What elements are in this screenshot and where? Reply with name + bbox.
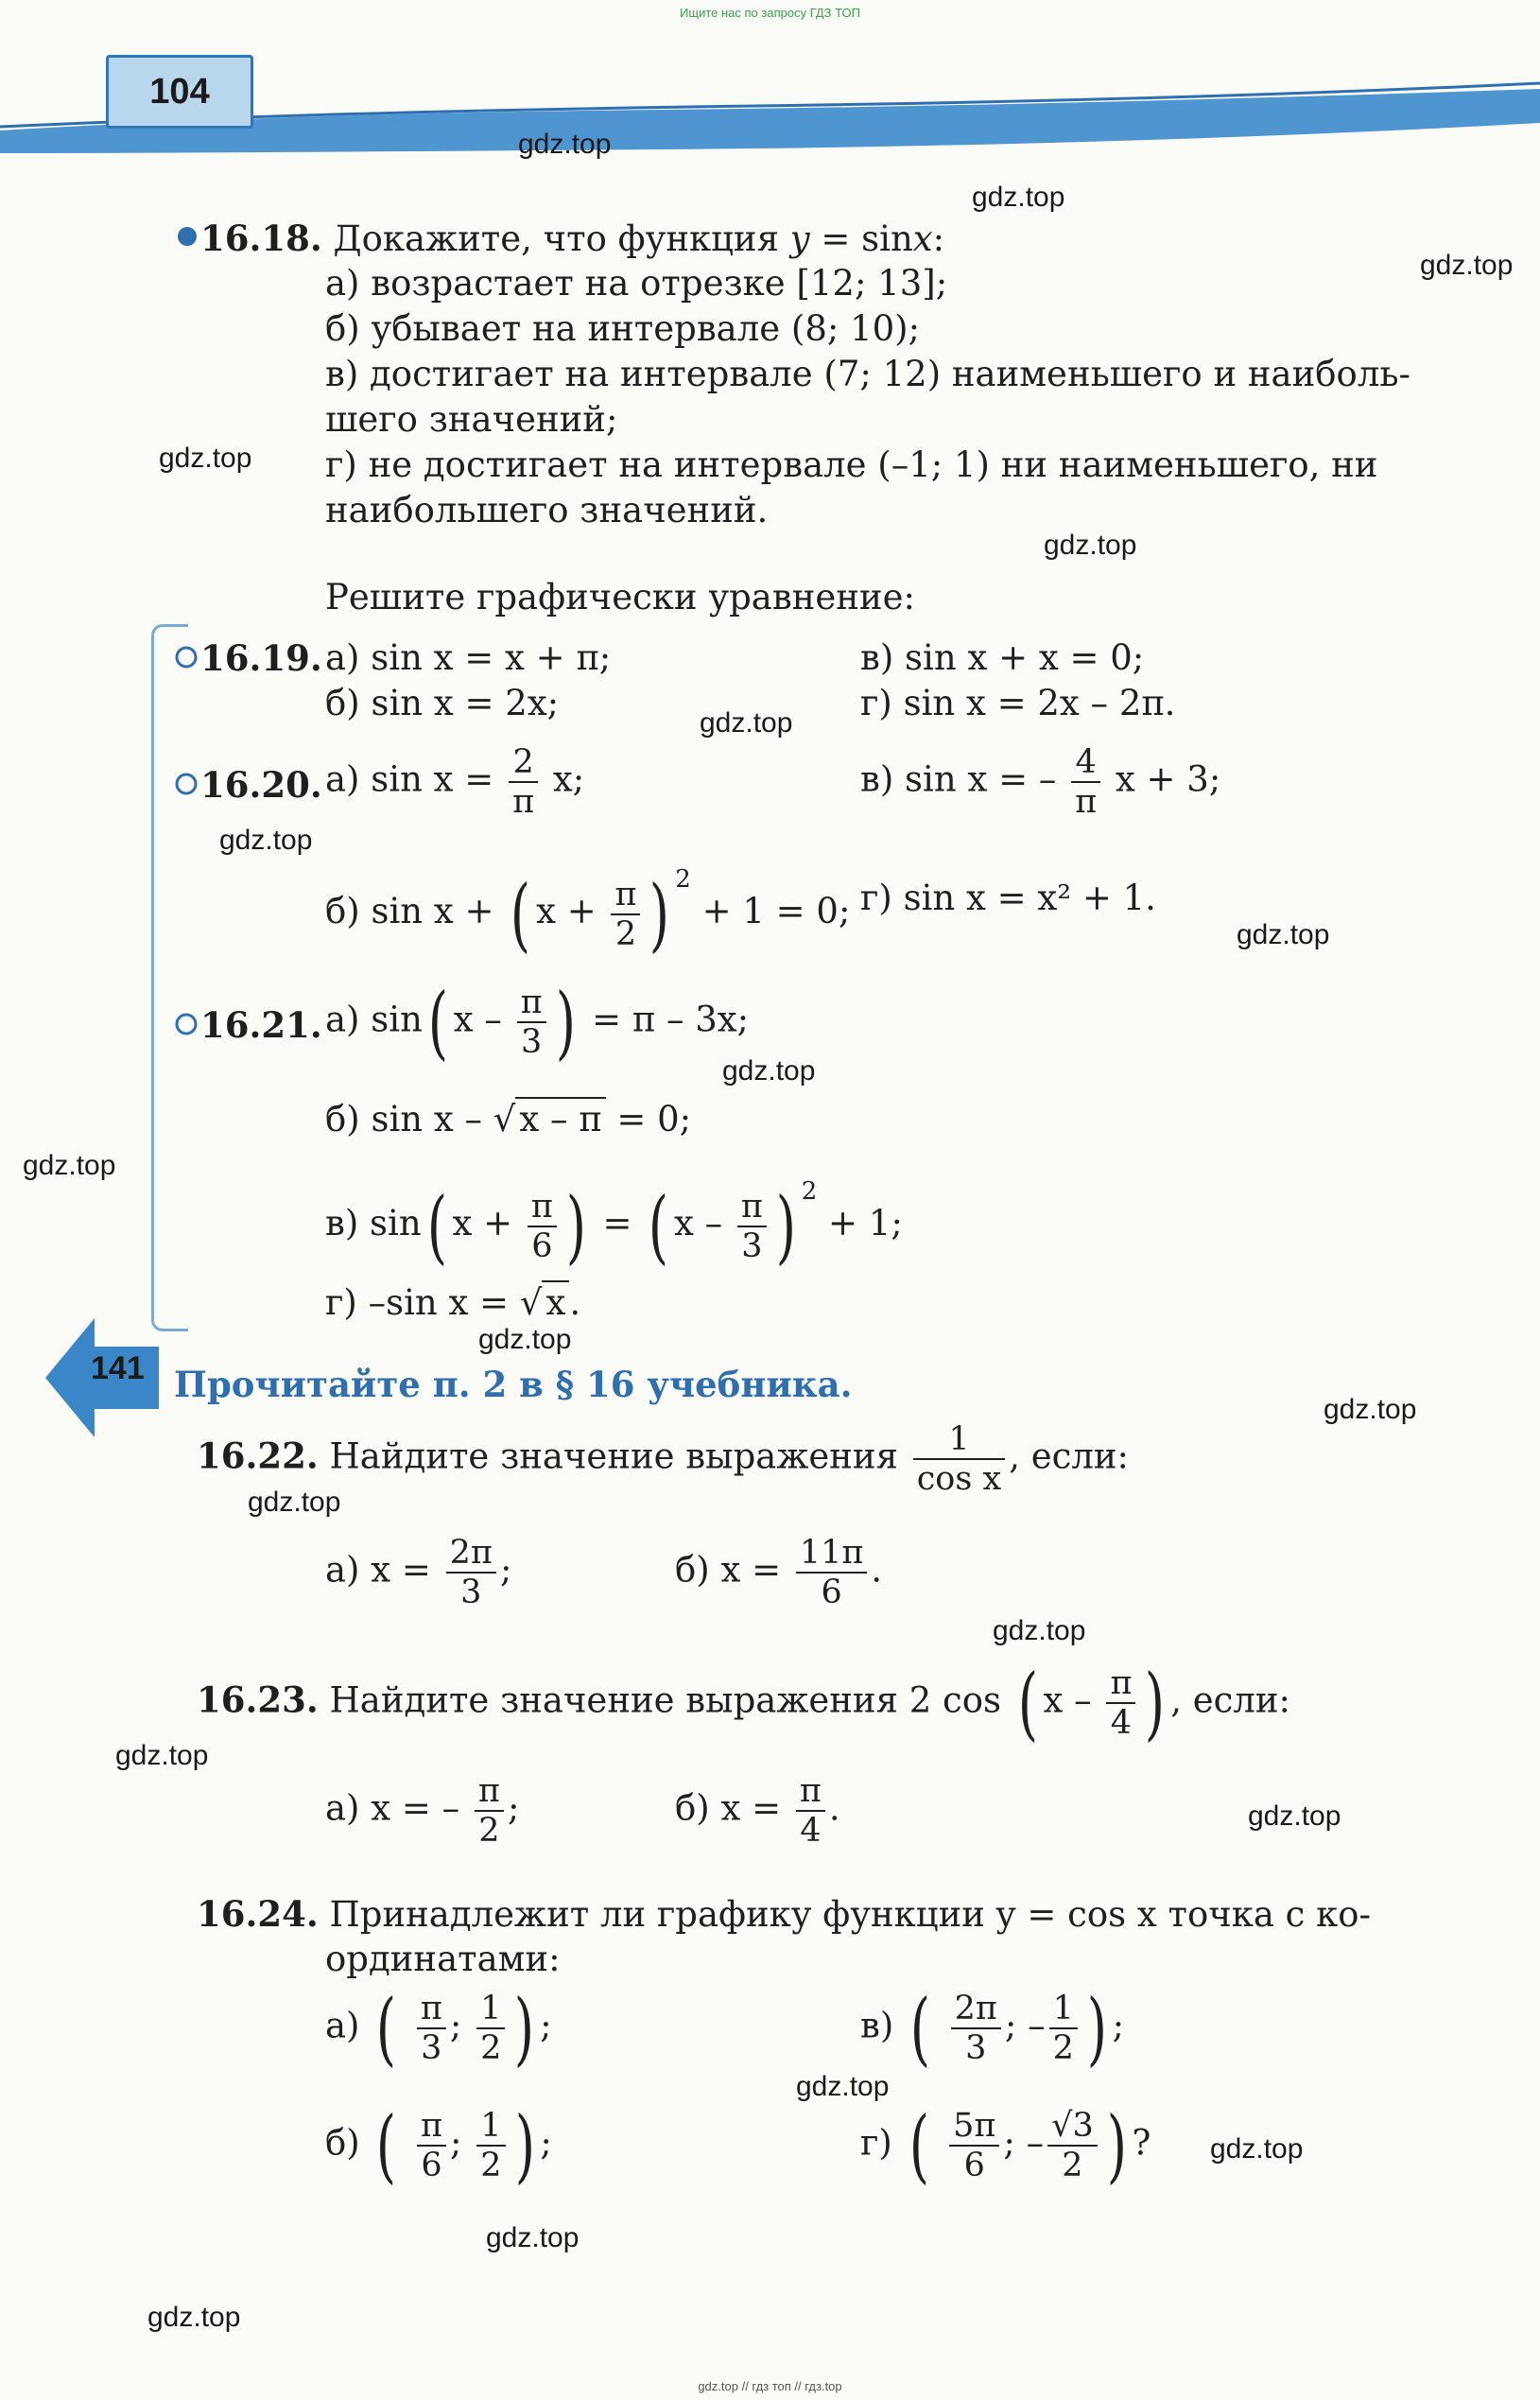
watermark: gdz.top bbox=[700, 707, 793, 739]
problem-16-21-a: а) sin( x – $\frac{\pi}{3}$ ) = π – 3x; bbox=[325, 976, 750, 1069]
problem-16-19-g: г) sin x = 2x – 2π. bbox=[860, 683, 1176, 723]
problem-16-22-b: б) x = $\frac{11\pi}{6}$ . bbox=[675, 1534, 883, 1611]
problem-16-18-title: 16.18. Докажите, что функция y = sinx: bbox=[200, 217, 945, 259]
watermark: gdz.top bbox=[1210, 2133, 1304, 2165]
problem-16-21-number: 16.21. bbox=[200, 1004, 322, 1046]
problem-16-18-g-cont: наибольшего значений. bbox=[325, 490, 769, 530]
watermark: gdz.top bbox=[1248, 1800, 1341, 1832]
problem-16-21-g: г) –sin x = √ x . bbox=[325, 1282, 581, 1323]
problem-16-19-v: в) sin x + x = 0; bbox=[860, 637, 1145, 678]
circle-bullet-open-icon bbox=[174, 1012, 199, 1036]
watermark: gdz.top bbox=[478, 1324, 572, 1355]
search-hint: Ищите нас по запросу ГДЗ ТОП bbox=[680, 6, 860, 20]
problem-16-18-b: б) убывает на интервале (8; 10); bbox=[325, 308, 921, 349]
circle-bullet-open-icon bbox=[174, 645, 199, 670]
watermark: gdz.top bbox=[23, 1150, 116, 1181]
footer-note: gdz.top // гдз топ // гдз.top bbox=[698, 2379, 842, 2393]
problem-16-20-b: б) sin x + ( x + $\frac{\pi}{2}$ ) $^2$ + 1 = 0; bbox=[325, 865, 851, 961]
watermark: gdz.top bbox=[1237, 919, 1330, 950]
problem-16-23-b: б) x = $\frac{\pi}{4}$ . bbox=[675, 1772, 840, 1850]
section-heading: Решите графически уравнение: bbox=[325, 577, 915, 617]
watermark: gdz.top bbox=[796, 2071, 890, 2102]
problem-16-21-b: б) sin x – √ x – π = 0; bbox=[325, 1099, 692, 1139]
watermark: gdz.top bbox=[115, 1740, 209, 1771]
problem-16-24-v: в) ( $\frac{2\pi}{3}$ ; – $\frac{1}{2}$ ) ; bbox=[860, 1982, 1125, 2075]
watermark: gdz.top bbox=[722, 1055, 816, 1087]
problem-16-20-g: г) sin x = x² + 1. bbox=[860, 878, 1156, 918]
watermark: gdz.top bbox=[1420, 250, 1514, 281]
problem-16-24-title-cont: ординатами: bbox=[325, 1939, 561, 1979]
watermark: gdz.top bbox=[486, 2222, 580, 2253]
problem-16-19-number: 16.19. bbox=[200, 637, 322, 679]
watermark: gdz.top bbox=[147, 2302, 241, 2333]
watermark: gdz.top bbox=[159, 443, 252, 474]
watermark: gdz.top bbox=[993, 1615, 1086, 1646]
problem-16-24-title: 16.24. Принадлежит ли графику функции y = cos x точка с ко- bbox=[197, 1893, 1372, 1935]
problem-16-18-v-cont: шего значений; bbox=[325, 399, 618, 440]
problem-16-22-a: а) x = $\frac{2\pi}{3}$ ; bbox=[325, 1534, 512, 1611]
problem-16-24-g: г) ( $\frac{5\pi}{6}$ ; – $\frac{√3}{2}$ ) ? bbox=[860, 2099, 1151, 2192]
problem-16-18-a: а) возрастает на отрезке [12; 13]; bbox=[325, 263, 948, 304]
watermark: gdz.top bbox=[248, 1487, 341, 1518]
problem-16-20-a: а) sin x = $\frac{2}{\pi}$ x; bbox=[325, 743, 585, 821]
watermark: gdz.top bbox=[219, 825, 313, 856]
problem-16-24-b: б) ( $\frac{\pi}{6}$ ; $\frac{1}{2}$ ) ; bbox=[325, 2099, 552, 2192]
problem-16-20-v: в) sin x = – $\frac{4}{\pi}$ x + 3; bbox=[860, 743, 1221, 821]
problem-16-18-g: г) не достигает на интервале (–1; 1) ни наименьшего, ни bbox=[325, 444, 1378, 485]
problem-16-22-title: 16.22. Найдите значение выражения $\frac{1}{\text{cos x}}$ , если: bbox=[197, 1420, 1129, 1498]
problem-16-19-b: б) sin x = 2x; bbox=[325, 683, 560, 723]
problem-16-21-v: в) sin( x + $\frac{\pi}{6}$ ) = ( x – $\frac{\pi}{3}$ ) $^2$ + 1; bbox=[325, 1177, 903, 1273]
problem-16-20-number: 16.20. bbox=[200, 764, 322, 806]
textbook-reference-number: 141 bbox=[91, 1350, 145, 1386]
problem-16-18-v: в) достигает на интервале (7; 12) наименьшего и наиболь- bbox=[325, 354, 1410, 394]
watermark: gdz.top bbox=[1044, 530, 1137, 561]
watermark: gdz.top bbox=[972, 182, 1065, 213]
textbook-reference: Прочитайте п. 2 в § 16 учебника. bbox=[174, 1364, 853, 1405]
group-bracket bbox=[151, 624, 188, 1331]
problem-16-24-a: а) ( $\frac{\pi}{3}$ ; $\frac{1}{2}$ ) ; bbox=[325, 1982, 552, 2075]
circle-bullet-open-icon bbox=[174, 772, 199, 796]
page-number: 104 bbox=[106, 55, 253, 129]
watermark: gdz.top bbox=[518, 129, 612, 160]
circle-bullet-filled-icon bbox=[176, 225, 199, 248]
problem-16-19-a: а) sin x = x + π; bbox=[325, 637, 612, 678]
problem-16-23-title: 16.23. Найдите значение выражения 2 cos ( x – $\frac{\pi}{4}$ ) , если: bbox=[197, 1657, 1291, 1749]
watermark: gdz.top bbox=[1324, 1394, 1417, 1425]
problem-16-23-a: а) x = – $\frac{\pi}{2}$ ; bbox=[325, 1772, 520, 1850]
